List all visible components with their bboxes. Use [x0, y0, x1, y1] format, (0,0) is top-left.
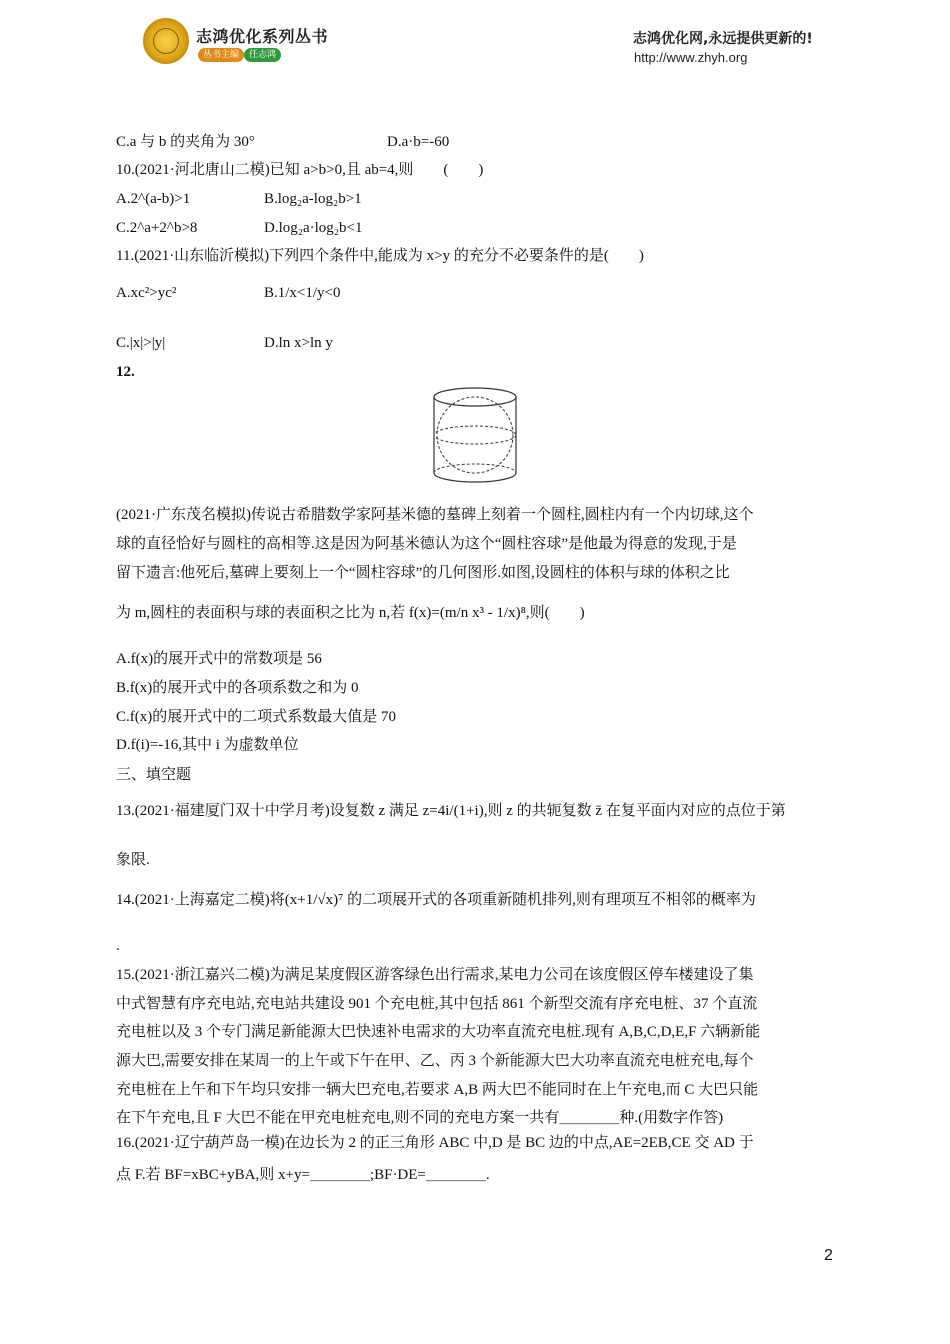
q11-option-d: D.ln x>ln y	[264, 335, 333, 351]
q10-option-d: D.log₂a·log₂b<1	[264, 220, 363, 236]
q12-option-c: C.f(x)的展开式中的二项式系数最大值是 70	[116, 709, 396, 725]
q10-stem: 10.(2021·河北唐山二模)已知 a>b>0,且 ab=4,则 ( )	[116, 162, 484, 178]
q15-line-4: 源大巴,需要安排在某周一的上午或下午在甲、乙、丙 3 个新能源大巴大功率直流充电桩充电,每个	[116, 1053, 754, 1069]
q16-line-2: 点 F.若 BF=xBC+yBA,则 x+y=＿＿＿＿;BF·DE=＿＿＿＿.	[116, 1167, 490, 1183]
section-title-fill-in: 三、填空题	[116, 765, 192, 783]
q14-line-2: .	[116, 938, 120, 954]
q11-option-b: B.1/x<1/y<0	[264, 285, 341, 301]
editor-name: 任志鸿	[244, 48, 281, 62]
q11-option-c: C.|x|>|y|	[116, 335, 166, 351]
q15-line-5: 充电桩在上午和下午均只安排一辆大巴充电,若要求 A,B 两大巴不能同时在上午充电,而 C 大巴只能	[116, 1082, 759, 1098]
q9-option-d: D.a·b=-60	[387, 134, 450, 150]
q12-option-d: D.f(i)=-16,其中 i 为虚数单位	[116, 737, 299, 753]
header-slogan: 志鸿优化网,永远提供更新的!	[633, 31, 813, 47]
q13-line-1: 13.(2021·福建厦门双十中学月考)设复数 z 满足 z=4i/(1+i),则 z 的共轭复数 z̄ 在复平面内对应的点位于第	[116, 803, 786, 819]
q12-para-2: 球的直径恰好与圆柱的高相等.这是因为阿基米德认为这个“圆柱容球”是他最为得意的发现,于是	[116, 536, 737, 552]
q9-option-c: C.a 与 b 的夹角为 30°	[116, 134, 255, 150]
page-number: 2	[824, 1247, 833, 1264]
q11-option-a: A.xc²>yc²	[116, 285, 177, 301]
header-url[interactable]: http://www.zhyh.org	[634, 50, 748, 65]
q12-para-4: 为 m,圆柱的表面积与球的表面积之比为 n,若 f(x)=(m/n x³ - 1/x)⁸,则( )	[116, 605, 585, 621]
q12-option-b: B.f(x)的展开式中的各项系数之和为 0	[116, 680, 359, 696]
q15-line-1: 15.(2021·浙江嘉兴二模)为满足某度假区游客绿色出行需求,某电力公司在该度假区停车楼建设了集	[116, 967, 754, 983]
q10-option-b: B.log₂a-log₂b>1	[264, 191, 362, 207]
q12-para-3: 留下遗言:他死后,墓碑上要刻上一个“圆柱容球”的几何图形.如图,设圆柱的体积与球的体积之比	[116, 565, 730, 581]
q11-stem: 11.(2021·山东临沂模拟)下列四个条件中,能成为 x>y 的充分不必要条件的是( )	[116, 248, 644, 264]
q10-option-a: A.2^(a-b)>1	[116, 191, 191, 207]
q15-line-3: 充电桩以及 3 个专门满足新能源大巴快速补电需求的大功率直流充电桩.现有 A,B,C,D,E,F 六辆新能	[116, 1024, 761, 1040]
q12-number: 12.	[116, 364, 135, 380]
q16-line-1: 16.(2021·辽宁葫芦岛一模)在边长为 2 的正三角形 ABC 中,D 是 BC 边的中点,AE=2EB,CE 交 AD 于	[116, 1135, 754, 1151]
editor-tag: 丛书主编	[198, 48, 244, 62]
q10-option-c: C.2^a+2^b>8	[116, 220, 198, 236]
series-title: 志鸿优化系列丛书	[196, 27, 329, 46]
q13-line-2: 象限.	[116, 852, 150, 868]
q14-line-1: 14.(2021·上海嘉定二模)将(x+1/√x)⁷ 的二项展开式的各项重新随机排列,则有理项互不相邻的概率为	[116, 892, 756, 908]
publisher-logo	[143, 18, 189, 64]
q15-line-6: 在下午充电,且 F 大巴不能在甲充电桩充电,则不同的充电方案一共有＿＿＿＿种.(用数字作答)	[116, 1110, 724, 1126]
q15-line-2: 中式智慧有序充电站,充电站共建设 901 个充电桩,其中包括 861 个新型交流有序充电桩、37 个直流	[116, 996, 758, 1012]
cylinder-sphere-figure	[430, 385, 520, 485]
q12-para-1: (2021·广东茂名模拟)传说古希腊数学家阿基米德的墓碑上刻着一个圆柱,圆柱内有一个内切球,这个	[116, 507, 754, 523]
q12-option-a: A.f(x)的展开式中的常数项是 56	[116, 651, 322, 667]
